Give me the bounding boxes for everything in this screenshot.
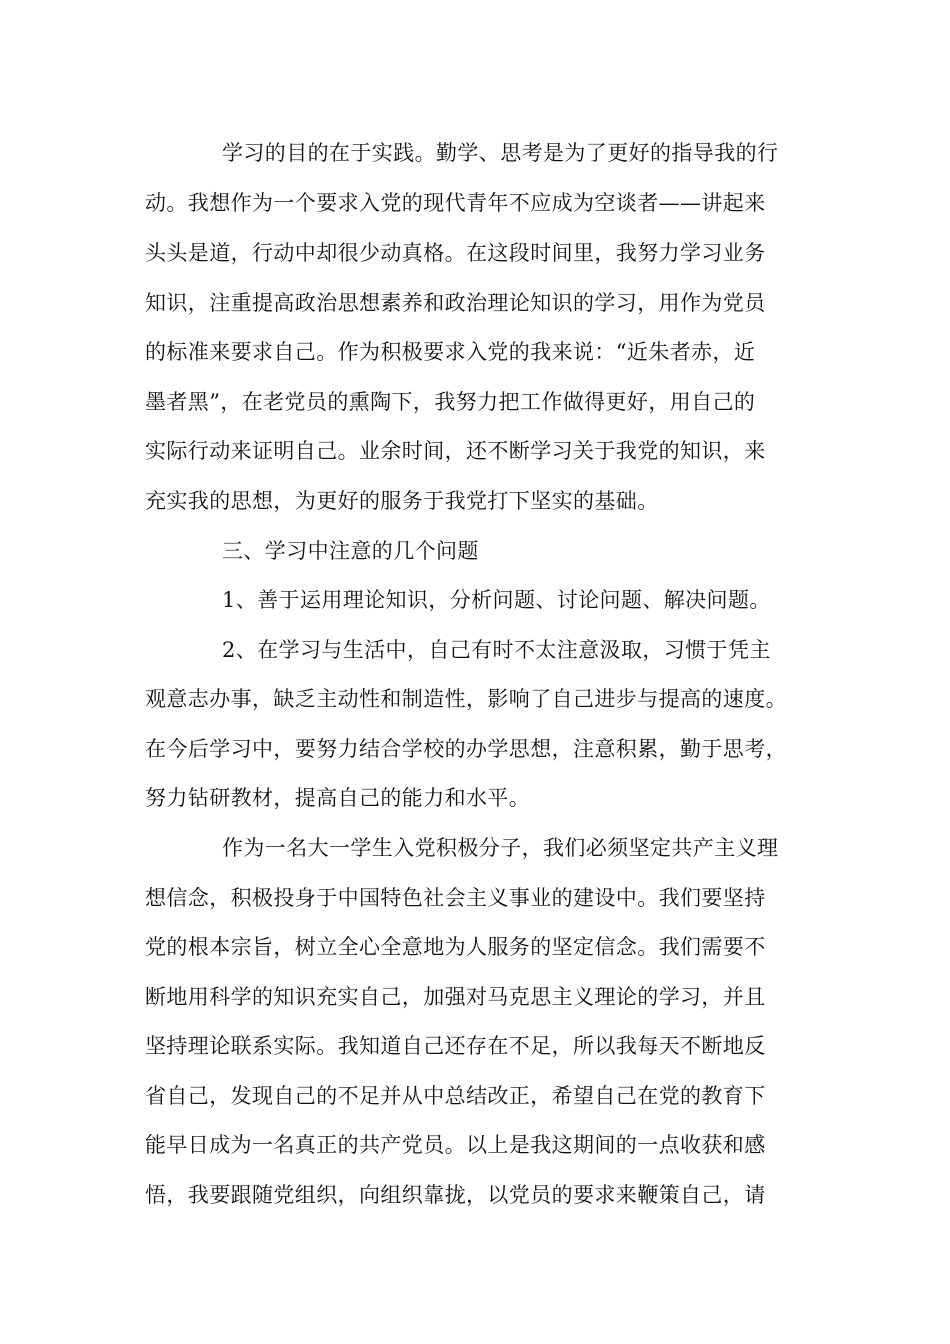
paragraph-1-line-3: 头头是道，行动中却很少动真格。在这段时间里，我努力学习业务 [145, 241, 766, 265]
list-item-1: 1、善于运用理论知识，分析问题、讨论问题、解决问题。 [222, 588, 771, 612]
list-item-2-line-1: 2、在学习与生活中，自己有时不太注意汲取，习惯于凭主 [222, 638, 771, 662]
paragraph-1-line-8: 充实我的思想，为更好的服务于我党打下坚实的基础。 [145, 489, 659, 513]
paragraph-2-line-5: 坚持理论联系实际。我知道自己还存在不足，所以我每天不断地反 [145, 1034, 766, 1058]
section-heading: 三、学习中注意的几个问题 [222, 539, 479, 563]
list-item-2-line-2: 观意志办事，缺乏主动性和制造性，影响了自己进步与提高的速度。 [145, 687, 787, 711]
paragraph-1-line-2: 动。我想作为一个要求入党的现代青年不应成为空谈者——讲起来 [145, 191, 766, 215]
paragraph-2-line-4: 断地用科学的知识充实自己，加强对马克思主义理论的学习，并且 [145, 985, 766, 1009]
list-item-2-line-3: 在今后学习中，要努力结合学校的办学思想，注意积累，勤于思考， [145, 737, 787, 761]
paragraph-1-line-6: 墨者黑”，在老党员的熏陶下，我努力把工作做得更好，用自己的 [145, 390, 756, 414]
paragraph-2-line-1: 作为一名大一学生入党积极分子，我们必须坚定共产主义理 [222, 836, 779, 860]
list-item-2-line-4: 努力钻研教材，提高自己的能力和水平。 [145, 786, 531, 810]
paragraph-1-line-1: 学习的目的在于实践。勤学、思考是为了更好的指导我的行 [222, 141, 779, 165]
paragraph-1-line-4: 知识，注重提高政治思想素养和政治理论知识的学习，用作为党员 [145, 291, 766, 315]
paragraph-2-line-8: 悟，我要跟随党组织，向组织靠拢，以党员的要求来鞭策自己，请 [145, 1183, 766, 1207]
paragraph-1-line-7: 实际行动来证明自己。业余时间，还不断学习关于我党的知识，来 [145, 439, 766, 463]
paragraph-2-line-7: 能早日成为一名真正的共产党员。以上是我这期间的一点收获和感 [145, 1133, 766, 1157]
paragraph-2-line-3: 党的根本宗旨，树立全心全意地为人服务的坚定信念。我们需要不 [145, 935, 766, 959]
paragraph-1-line-5: 的标准来要求自己。作为积极要求入党的我来说：“近朱者赤，近 [145, 340, 756, 364]
paragraph-2-line-2: 想信念，积极投身于中国特色社会主义事业的建设中。我们要坚持 [145, 886, 766, 910]
paragraph-2-line-6: 省自己，发现自己的不足并从中总结改正，希望自己在党的教育下 [145, 1084, 766, 1108]
